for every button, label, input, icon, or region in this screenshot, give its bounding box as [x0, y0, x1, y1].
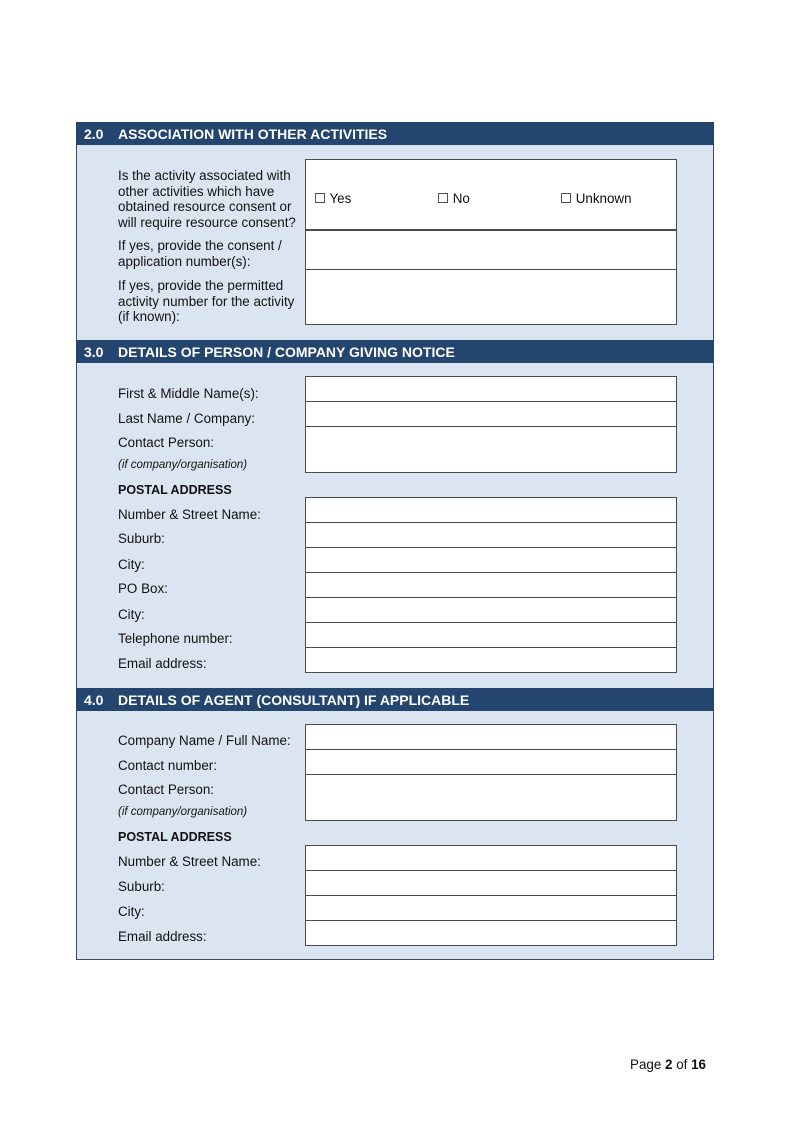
postal-address-heading: POSTAL ADDRESS	[118, 483, 232, 497]
suburb-field[interactable]	[305, 522, 677, 548]
agent-contact-number-label: Contact number:	[118, 758, 217, 773]
agent-street-field[interactable]	[305, 845, 677, 871]
last-name-label: Last Name / Company:	[118, 411, 255, 426]
agent-city-label: City:	[118, 904, 145, 919]
po-city-field[interactable]	[305, 597, 677, 623]
agent-suburb-field[interactable]	[305, 870, 677, 896]
total-pages: 16	[691, 1057, 706, 1072]
agent-contact-number-field[interactable]	[305, 749, 677, 775]
section-number: 3.0	[84, 344, 104, 360]
section-title: DETAILS OF PERSON / COMPANY GIVING NOTICE	[118, 344, 455, 360]
section-2-header	[76, 122, 714, 145]
permitted-activity-label: If yes, provide the permitted activity number for the activity (if known):	[118, 278, 295, 324]
agent-company-name-label: Company Name / Full Name:	[118, 733, 291, 748]
email-label: Email address:	[118, 656, 207, 671]
section-title: ASSOCIATION WITH OTHER ACTIVITIES	[118, 126, 388, 142]
street-label: Number & Street Name:	[118, 507, 261, 522]
agent-company-name-field[interactable]	[305, 724, 677, 750]
po-city-label: City:	[118, 607, 145, 622]
last-name-field[interactable]	[305, 401, 677, 427]
section-number: 2.0	[84, 126, 104, 142]
agent-postal-address-heading: POSTAL ADDRESS	[118, 830, 232, 844]
agent-contact-person-field[interactable]	[305, 774, 677, 821]
section-number: 4.0	[84, 692, 104, 708]
street-field[interactable]	[305, 497, 677, 523]
consent-number-label: If yes, provide the consent / application number(s):	[118, 238, 282, 269]
unknown-checkbox[interactable]: ☐ Unknown	[560, 191, 632, 206]
suburb-label: Suburb:	[118, 531, 165, 546]
agent-contact-person-label: Contact Person:	[118, 782, 215, 797]
po-box-label: PO Box:	[118, 581, 168, 596]
email-field[interactable]	[305, 647, 677, 673]
agent-email-label: Email address:	[118, 929, 207, 944]
current-page: 2	[665, 1057, 673, 1072]
page-number: Page 2 of 16	[630, 1057, 706, 1072]
agent-email-field[interactable]	[305, 920, 677, 946]
city-label: City:	[118, 557, 145, 572]
telephone-field[interactable]	[305, 622, 677, 648]
no-checkbox[interactable]: ☐ No	[437, 191, 470, 206]
section-4-header	[76, 688, 714, 711]
section-3-header	[76, 340, 714, 363]
first-name-field[interactable]	[305, 376, 677, 402]
city-field[interactable]	[305, 547, 677, 573]
contact-person-note: (if company/organisation)	[118, 459, 248, 471]
yes-checkbox[interactable]: ☐ Yes	[314, 191, 352, 206]
permitted-activity-field[interactable]	[305, 269, 677, 325]
telephone-label: Telephone number:	[118, 631, 233, 646]
agent-street-label: Number & Street Name:	[118, 854, 261, 869]
contact-person-field[interactable]	[305, 426, 677, 473]
association-question-label: Is the activity associated with other activities which have obtained resource consent or will require resource consent?	[118, 168, 296, 230]
first-name-label: First & Middle Name(s):	[118, 386, 259, 401]
agent-contact-person-note: (if company/organisation)	[118, 806, 248, 818]
consent-number-field[interactable]	[305, 230, 677, 270]
agent-city-field[interactable]	[305, 895, 677, 921]
agent-suburb-label: Suburb:	[118, 879, 165, 894]
po-box-field[interactable]	[305, 572, 677, 598]
contact-person-label: Contact Person:	[118, 435, 215, 450]
section-title: DETAILS OF AGENT (CONSULTANT) IF APPLICABLE	[118, 692, 470, 708]
